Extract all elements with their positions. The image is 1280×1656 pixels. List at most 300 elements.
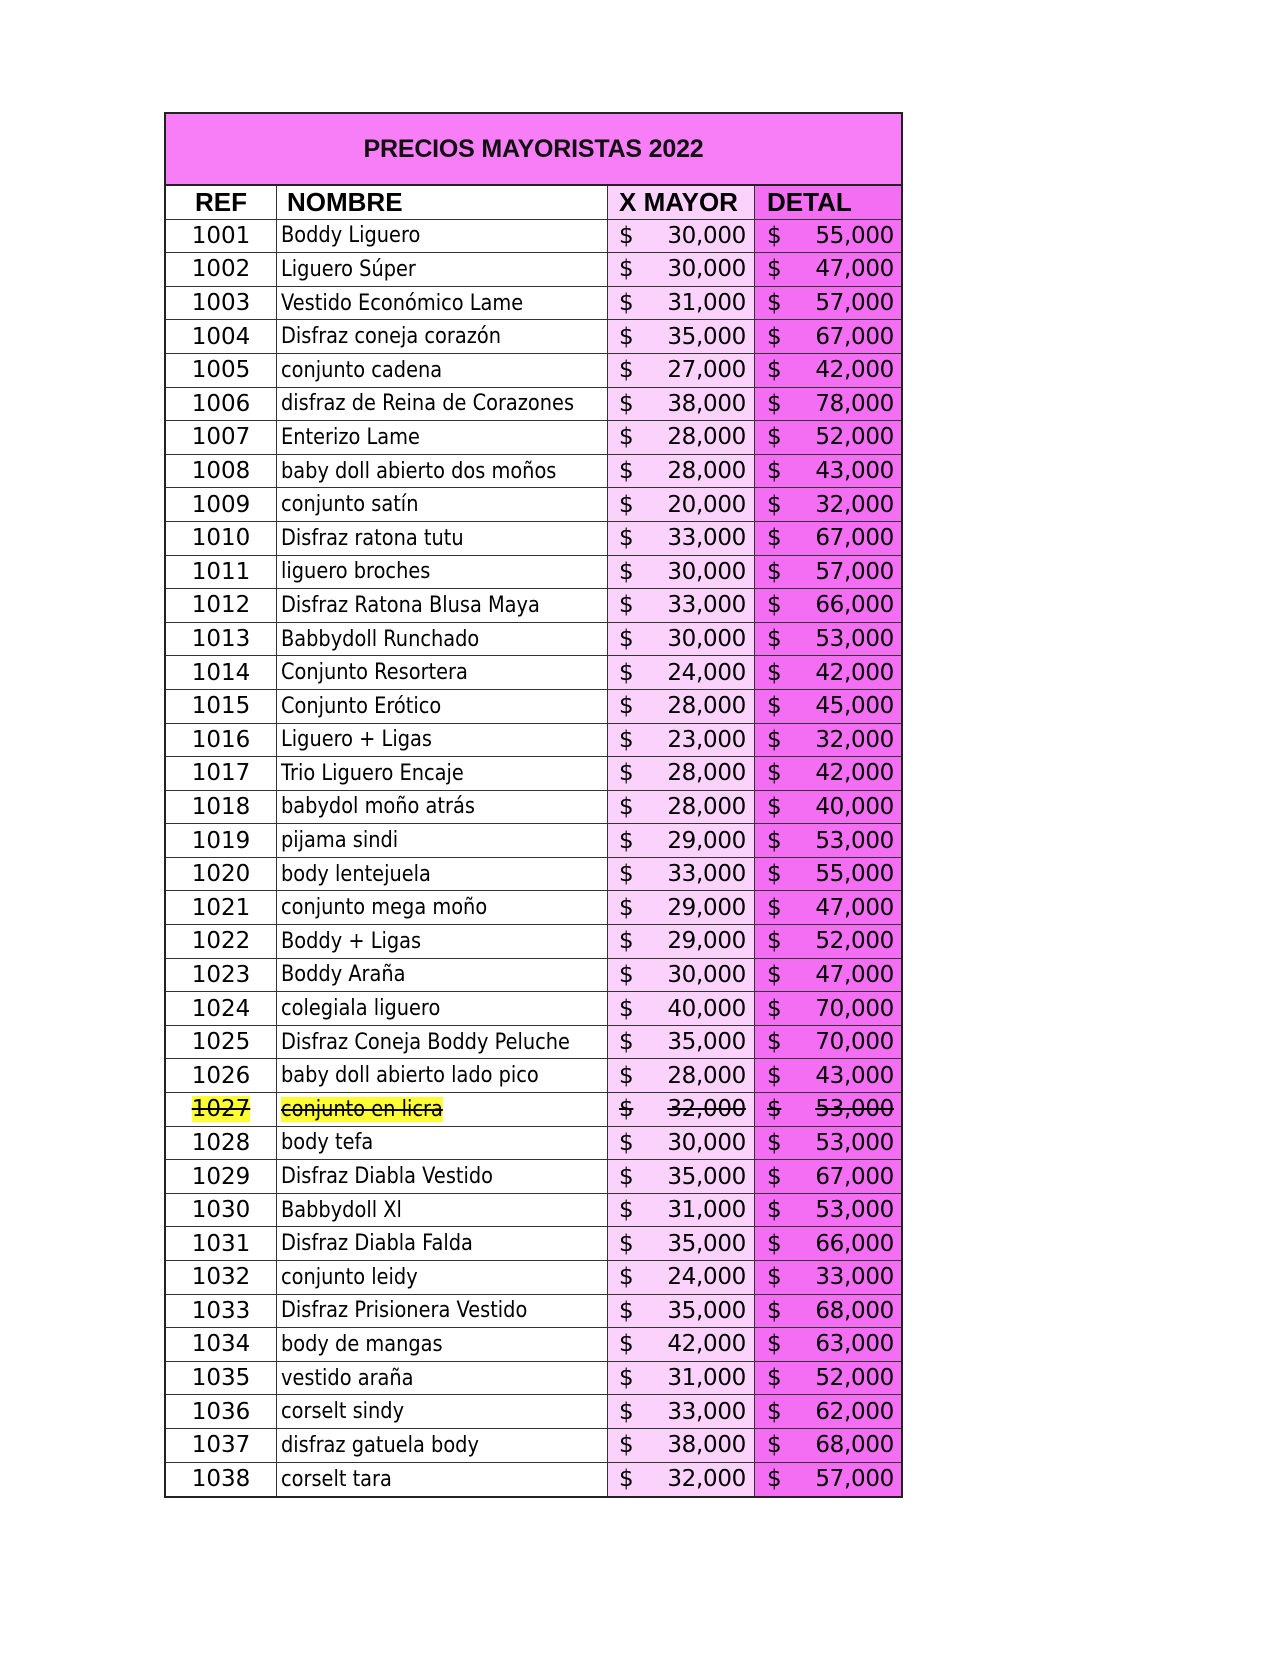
cell-detal [755,488,901,521]
ref-value: 1037 [191,1432,251,1459]
ref-value: 1024 [191,995,251,1022]
currency-symbol: $ [619,626,634,653]
currency-symbol: $ [619,894,634,921]
cell-x-mayor [608,992,755,1025]
currency-symbol: $ [767,793,782,820]
cell-nombre [277,556,608,589]
ref-value: 1015 [191,693,251,720]
nombre-value: disfraz gatuela body [281,1432,479,1458]
cell-x-mayor [608,1160,755,1193]
cell-ref [166,1026,277,1059]
cell-detal [755,1463,901,1497]
detal-value: 66,000 [815,1230,894,1257]
cell-ref [166,320,277,353]
cell-detal [755,220,901,253]
currency-symbol: $ [619,861,634,888]
nombre-value: corselt sindy [281,1399,405,1425]
table-row [166,858,901,892]
detal-value: 68,000 [815,1297,894,1324]
detal-value: 53,000 [815,1096,894,1123]
x-mayor-value: 28,000 [667,760,746,787]
nombre-value: Conjunto Resortera [281,660,468,686]
nombre-value: Babbydoll Xl [281,1197,402,1223]
nombre-value: body de mangas [281,1331,443,1357]
cell-nombre [277,1429,608,1462]
currency-symbol: $ [767,1230,782,1257]
nombre-value: Disfraz coneja corazón [281,324,501,350]
table-title: PRECIOS MAYORISTAS 2022 [166,114,901,186]
ref-value: 1005 [191,357,251,384]
cell-nombre [277,656,608,689]
cell-x-mayor [608,455,755,488]
x-mayor-value: 30,000 [667,256,746,283]
ref-value: 1020 [191,861,251,888]
x-mayor-value: 29,000 [667,827,746,854]
cell-nombre [277,388,608,421]
cell-detal [755,690,901,723]
detal-value: 45,000 [815,693,894,720]
detal-value: 68,000 [815,1432,894,1459]
detal-value: 57,000 [815,1466,894,1493]
cell-nombre [277,320,608,353]
table-row [166,287,901,321]
x-mayor-value: 24,000 [667,659,746,686]
detal-value: 53,000 [815,1197,894,1224]
cell-ref [166,656,277,689]
cell-x-mayor [608,522,755,555]
table-row [166,1194,901,1228]
x-mayor-value: 20,000 [667,491,746,518]
currency-symbol: $ [767,1096,782,1123]
ref-value: 1023 [191,961,251,988]
cell-x-mayor [608,589,755,622]
cell-nombre [277,724,608,757]
cell-x-mayor [608,1261,755,1294]
cell-x-mayor [608,421,755,454]
currency-symbol: $ [619,1062,634,1089]
currency-symbol: $ [767,961,782,988]
ref-value: 1006 [191,390,251,417]
table-row [166,1160,901,1194]
cell-ref [166,1395,277,1428]
currency-symbol: $ [767,995,782,1022]
currency-symbol: $ [767,827,782,854]
detal-value: 57,000 [815,290,894,317]
currency-symbol: $ [619,222,634,249]
table-row [166,1127,901,1161]
table-row [166,556,901,590]
cell-ref [166,1227,277,1260]
nombre-value: Disfraz Diabla Falda [281,1231,473,1257]
nombre-value: Disfraz Prisionera Vestido [281,1298,528,1324]
cell-ref [166,757,277,790]
detal-value: 67,000 [815,525,894,552]
table-row [166,992,901,1026]
currency-symbol: $ [767,1029,782,1056]
cell-detal [755,1026,901,1059]
ref-value: 1027 [191,1096,251,1123]
cell-x-mayor [608,354,755,387]
ref-value: 1038 [191,1466,251,1493]
cell-nombre [277,959,608,992]
currency-symbol: $ [767,592,782,619]
nombre-value: conjunto mega moño [281,895,488,921]
currency-symbol: $ [619,558,634,585]
table-row [166,1261,901,1295]
table-row [166,959,901,993]
cell-detal [755,253,901,286]
nombre-value: conjunto en licra [281,1096,443,1122]
ref-value: 1017 [191,760,251,787]
cell-detal [755,757,901,790]
cell-ref [166,589,277,622]
nombre-value: conjunto cadena [281,357,443,383]
detal-value: 32,000 [815,491,894,518]
currency-symbol: $ [619,290,634,317]
currency-symbol: $ [619,1163,634,1190]
currency-symbol: $ [767,357,782,384]
cell-detal [755,992,901,1025]
currency-symbol: $ [619,1096,634,1123]
cell-nombre [277,1295,608,1328]
nombre-value: corselt tara [281,1466,392,1492]
cell-ref [166,1093,277,1126]
currency-symbol: $ [767,894,782,921]
table-row [166,1059,901,1093]
currency-symbol: $ [619,390,634,417]
cell-nombre [277,522,608,555]
table-row [166,421,901,455]
nombre-value: Disfraz Diabla Vestido [281,1164,494,1190]
cell-detal [755,1093,901,1126]
currency-symbol: $ [767,1264,782,1291]
cell-ref [166,488,277,521]
cell-x-mayor [608,1093,755,1126]
cell-ref [166,354,277,387]
currency-symbol: $ [767,458,782,485]
cell-nombre [277,1194,608,1227]
currency-symbol: $ [767,1163,782,1190]
cell-x-mayor [608,1127,755,1160]
currency-symbol: $ [619,1264,634,1291]
cell-x-mayor [608,253,755,286]
currency-symbol: $ [767,1062,782,1089]
currency-symbol: $ [619,827,634,854]
currency-symbol: $ [767,1432,782,1459]
x-mayor-value: 23,000 [667,726,746,753]
detal-value: 67,000 [815,1163,894,1190]
cell-ref [166,1127,277,1160]
cell-nombre [277,220,608,253]
x-mayor-value: 35,000 [667,1230,746,1257]
table-row [166,623,901,657]
cell-detal [755,455,901,488]
x-mayor-value: 30,000 [667,558,746,585]
table-row [166,891,901,925]
cell-nombre [277,992,608,1025]
currency-symbol: $ [767,861,782,888]
header-detal: DETAL [755,186,901,219]
currency-symbol: $ [767,323,782,350]
cell-x-mayor [608,623,755,656]
cell-ref [166,522,277,555]
x-mayor-value: 30,000 [667,222,746,249]
nombre-value: liguero broches [281,559,431,585]
currency-symbol: $ [619,1365,634,1392]
x-mayor-value: 32,000 [667,1466,746,1493]
nombre-value: vestido araña [281,1365,414,1391]
cell-detal [755,589,901,622]
nombre-value: conjunto leidy [281,1264,418,1290]
cell-nombre [277,1328,608,1361]
x-mayor-value: 31,000 [667,290,746,317]
cell-x-mayor [608,1429,755,1462]
cell-ref [166,388,277,421]
cell-detal [755,959,901,992]
ref-value: 1026 [191,1062,251,1089]
nombre-value: Vestido Económico Lame [281,290,524,316]
detal-value: 42,000 [815,357,894,384]
cell-nombre [277,1093,608,1126]
detal-value: 70,000 [815,1029,894,1056]
cell-x-mayor [608,724,755,757]
cell-ref [166,253,277,286]
detal-value: 66,000 [815,592,894,619]
currency-symbol: $ [619,1297,634,1324]
ref-value: 1019 [191,827,251,854]
x-mayor-value: 35,000 [667,1163,746,1190]
x-mayor-value: 38,000 [667,1432,746,1459]
currency-symbol: $ [767,1129,782,1156]
ref-value: 1007 [191,424,251,451]
detal-value: 43,000 [815,1062,894,1089]
detal-value: 33,000 [815,1264,894,1291]
table-row [166,1227,901,1261]
currency-symbol: $ [767,1398,782,1425]
cell-detal [755,1261,901,1294]
currency-symbol: $ [619,424,634,451]
nombre-value: Liguero Súper [281,256,416,282]
cell-detal [755,925,901,958]
nombre-value: colegiala liguero [281,996,441,1022]
cell-ref [166,1429,277,1462]
ref-value: 1002 [191,256,251,283]
cell-ref [166,287,277,320]
cell-detal [755,522,901,555]
currency-symbol: $ [619,726,634,753]
cell-detal [755,1127,901,1160]
cell-x-mayor [608,891,755,924]
detal-value: 47,000 [815,961,894,988]
table-row [166,1429,901,1463]
currency-symbol: $ [767,1365,782,1392]
cell-detal [755,724,901,757]
ref-value: 1035 [191,1365,251,1392]
cell-nombre [277,1059,608,1092]
cell-detal [755,1194,901,1227]
cell-ref [166,925,277,958]
nombre-value: Disfraz Ratona Blusa Maya [281,592,540,618]
cell-ref [166,824,277,857]
currency-symbol: $ [767,626,782,653]
ref-value: 1009 [191,491,251,518]
currency-symbol: $ [767,1297,782,1324]
nombre-value: Boddy + Ligas [281,928,422,954]
cell-nombre [277,1362,608,1395]
cell-x-mayor [608,656,755,689]
nombre-value: body tefa [281,1130,374,1156]
cell-ref [166,1295,277,1328]
currency-symbol: $ [619,1432,634,1459]
cell-x-mayor [608,1362,755,1395]
currency-symbol: $ [619,1029,634,1056]
x-mayor-value: 30,000 [667,1129,746,1156]
cell-nombre [277,488,608,521]
cell-detal [755,1395,901,1428]
cell-nombre [277,623,608,656]
currency-symbol: $ [767,693,782,720]
currency-symbol: $ [767,256,782,283]
table-row [166,791,901,825]
cell-nombre [277,455,608,488]
cell-x-mayor [608,757,755,790]
detal-value: 78,000 [815,390,894,417]
cell-x-mayor [608,1295,755,1328]
cell-x-mayor [608,1059,755,1092]
table-row [166,253,901,287]
detal-value: 62,000 [815,1398,894,1425]
table-row [166,320,901,354]
x-mayor-value: 27,000 [667,357,746,384]
cell-ref [166,421,277,454]
currency-symbol: $ [619,256,634,283]
ref-value: 1008 [191,458,251,485]
table-row [166,455,901,489]
ref-value: 1016 [191,726,251,753]
x-mayor-value: 28,000 [667,693,746,720]
cell-nombre [277,421,608,454]
table-row [166,1295,901,1329]
cell-detal [755,354,901,387]
cell-nombre [277,1026,608,1059]
nombre-value: Boddy Araña [281,962,406,988]
x-mayor-value: 29,000 [667,894,746,921]
currency-symbol: $ [767,1331,782,1358]
x-mayor-value: 35,000 [667,1029,746,1056]
cell-detal [755,656,901,689]
cell-nombre [277,354,608,387]
table-row [166,925,901,959]
x-mayor-value: 28,000 [667,793,746,820]
currency-symbol: $ [619,793,634,820]
nombre-value: Boddy Liguero [281,223,421,249]
cell-ref [166,724,277,757]
cell-nombre [277,1463,608,1497]
cell-nombre [277,1261,608,1294]
cell-ref [166,959,277,992]
table-row [166,589,901,623]
table-row [166,488,901,522]
cell-detal [755,556,901,589]
nombre-value: Enterizo Lame [281,424,420,450]
x-mayor-value: 29,000 [667,928,746,955]
cell-x-mayor [608,858,755,891]
ref-value: 1014 [191,659,251,686]
table-row [166,690,901,724]
cell-detal [755,1328,901,1361]
currency-symbol: $ [619,1331,634,1358]
detal-value: 52,000 [815,424,894,451]
table-row [166,522,901,556]
cell-nombre [277,1395,608,1428]
ref-value: 1032 [191,1264,251,1291]
x-mayor-value: 33,000 [667,861,746,888]
x-mayor-value: 32,000 [667,1096,746,1123]
cell-nombre [277,757,608,790]
detal-value: 55,000 [815,222,894,249]
cell-nombre [277,791,608,824]
table-row [166,824,901,858]
table-row [166,220,901,254]
currency-symbol: $ [619,357,634,384]
nombre-value: baby doll abierto lado pico [281,1063,539,1089]
cell-x-mayor [608,1395,755,1428]
cell-ref [166,1160,277,1193]
cell-detal [755,824,901,857]
ref-value: 1021 [191,894,251,921]
currency-symbol: $ [619,491,634,518]
cell-x-mayor [608,556,755,589]
detal-value: 67,000 [815,323,894,350]
nombre-value: Disfraz Coneja Boddy Peluche [281,1029,570,1055]
table-row [166,388,901,422]
x-mayor-value: 35,000 [667,323,746,350]
detal-value: 53,000 [815,827,894,854]
detal-value: 42,000 [815,659,894,686]
currency-symbol: $ [619,659,634,686]
cell-nombre [277,253,608,286]
table-row [166,1395,901,1429]
x-mayor-value: 35,000 [667,1297,746,1324]
currency-symbol: $ [767,491,782,518]
currency-symbol: $ [767,424,782,451]
currency-symbol: $ [767,1197,782,1224]
ref-value: 1028 [191,1129,251,1156]
x-mayor-value: 31,000 [667,1365,746,1392]
currency-symbol: $ [767,558,782,585]
x-mayor-value: 33,000 [667,525,746,552]
currency-symbol: $ [619,693,634,720]
cell-detal [755,1059,901,1092]
cell-x-mayor [608,1026,755,1059]
ref-value: 1013 [191,626,251,653]
cell-ref [166,1463,277,1497]
cell-x-mayor [608,220,755,253]
cell-detal [755,320,901,353]
cell-nombre [277,1227,608,1260]
nombre-value: Disfraz ratona tutu [281,525,464,551]
cell-detal [755,623,901,656]
ref-value: 1010 [191,525,251,552]
ref-value: 1034 [191,1331,251,1358]
cell-x-mayor [608,690,755,723]
ref-value: 1022 [191,928,251,955]
cell-ref [166,791,277,824]
x-mayor-value: 31,000 [667,1197,746,1224]
ref-value: 1029 [191,1163,251,1190]
cell-ref [166,1328,277,1361]
cell-x-mayor [608,1463,755,1497]
